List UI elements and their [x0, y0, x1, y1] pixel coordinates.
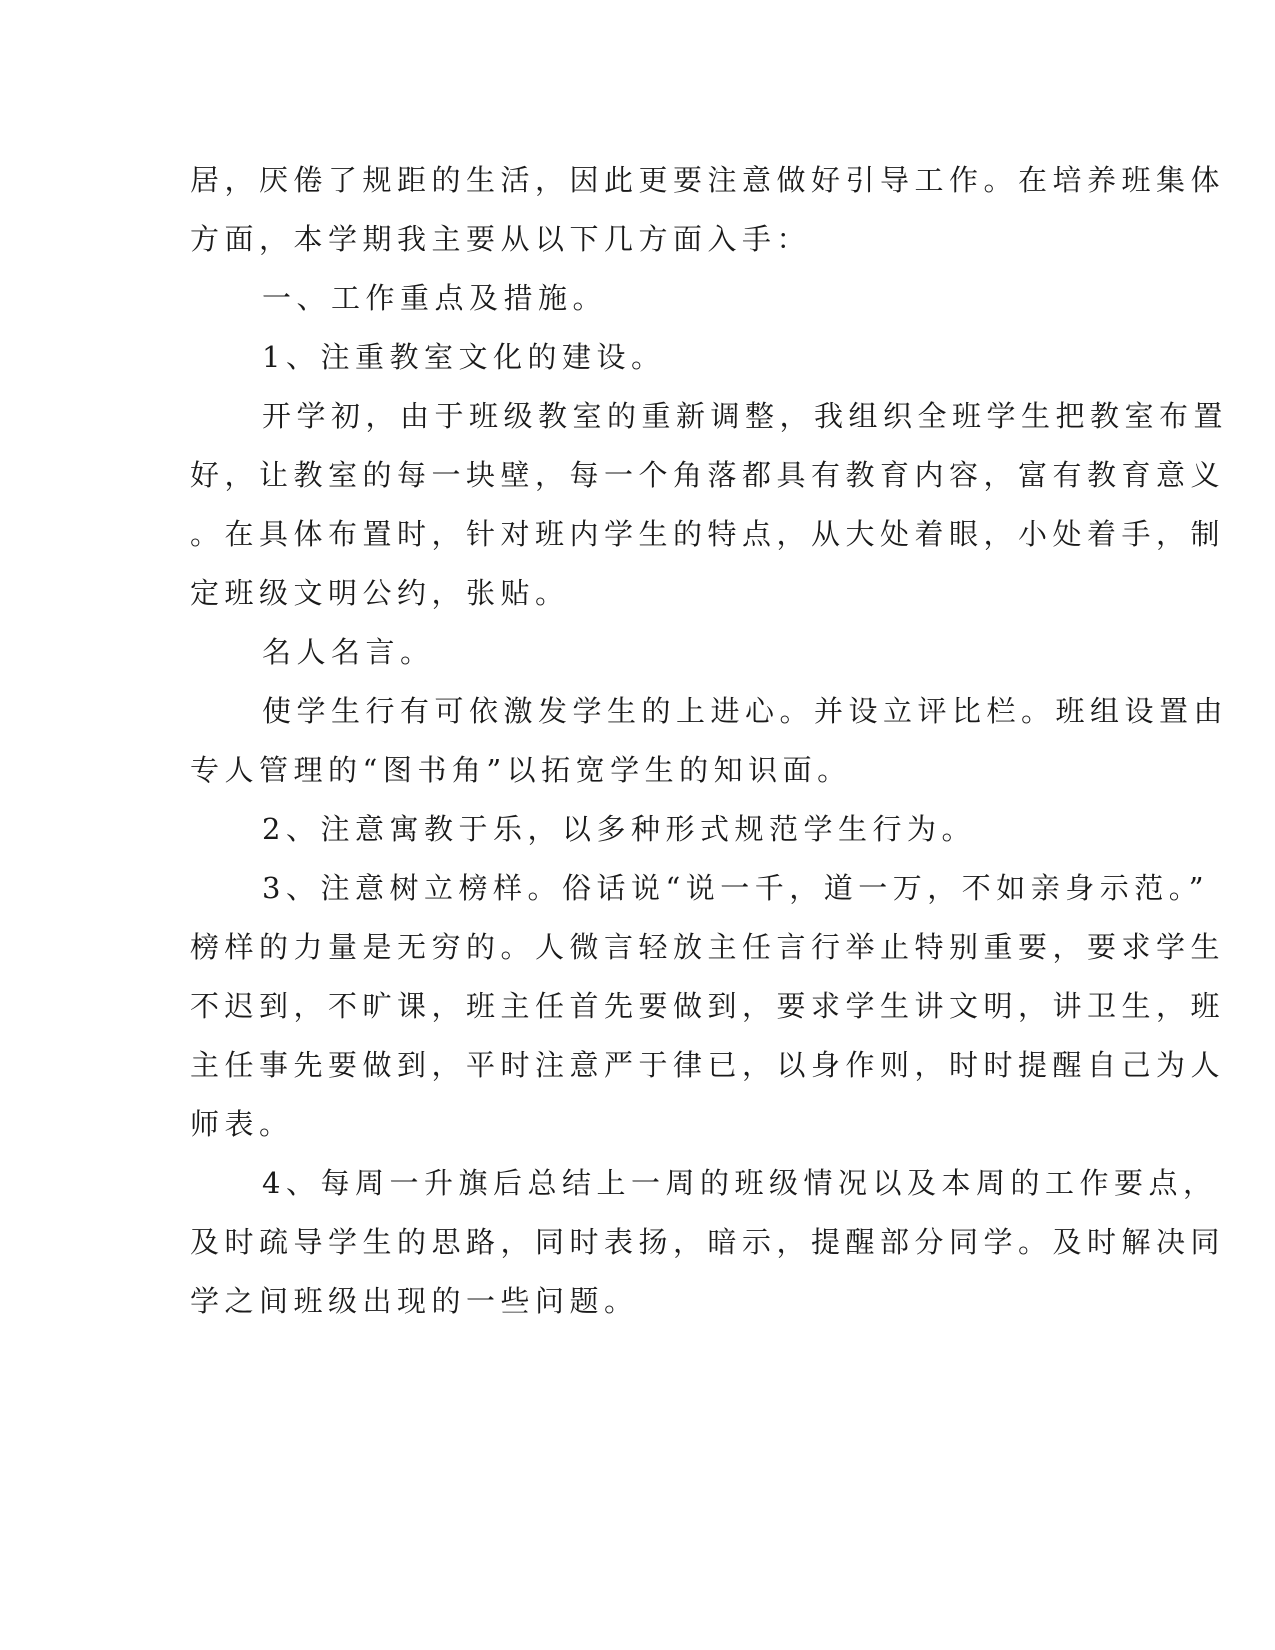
text-line-10: 使学生行有可依激发学生的上进心。并设立评比栏。班组设置由	[262, 694, 1229, 728]
text-line-9: 名人名言。	[262, 635, 435, 669]
text-line-15: 不迟到，不旷课，班主任首先要做到，要求学生讲文明，讲卫生，班	[190, 989, 1226, 1023]
section-heading: 一、工作重点及措施。	[262, 281, 608, 315]
text-line-2: 方面，本学期我主要从以下几方面入手：	[190, 222, 812, 256]
text-line-16: 主任事先要做到，平时注意严于律已，以身作则，时时提醒自己为人	[190, 1048, 1226, 1082]
text-line-20: 学之间班级出现的一些问题。	[190, 1284, 639, 1318]
text-line-14: 榜样的力量是无穷的。人微言轻放主任言行举止特别重要，要求学生	[190, 930, 1226, 964]
text-line-7: 。在具体布置时，针对班内学生的特点，从大处着眼，小处着手，制	[190, 517, 1226, 551]
text-line-1: 居，厌倦了规距的生活，因此更要注意做好引导工作。在培养班集体	[190, 163, 1226, 197]
text-line-6: 好，让教室的每一块壁，每一个角落都具有教育内容，富有教育意义	[190, 458, 1226, 492]
list-item-3-heading: 3、注意树立榜样。俗话说“说一千，道一万，不如亲身示范。”	[262, 871, 1210, 905]
text-line-8: 定班级文明公约，张贴。	[190, 576, 570, 610]
text-line-11: 专人管理的“图书角”以拓宽学生的知识面。	[190, 753, 852, 787]
text-line-5: 开学初，由于班级教室的重新调整，我组织全班学生把教室布置	[262, 399, 1229, 433]
text-line-19: 及时疏导学生的思路，同时表扬，暗示，提醒部分同学。及时解决同	[190, 1225, 1226, 1259]
text-line-17: 师表。	[190, 1107, 294, 1141]
list-item-1-heading: 1、注重教室文化的建设。	[262, 340, 666, 374]
list-item-2-heading: 2、注意寓教于乐，以多种形式规范学生行为。	[262, 812, 976, 846]
list-item-4-heading: 4、每周一升旗后总结上一周的班级情况以及本周的工作要点，	[262, 1166, 1218, 1200]
